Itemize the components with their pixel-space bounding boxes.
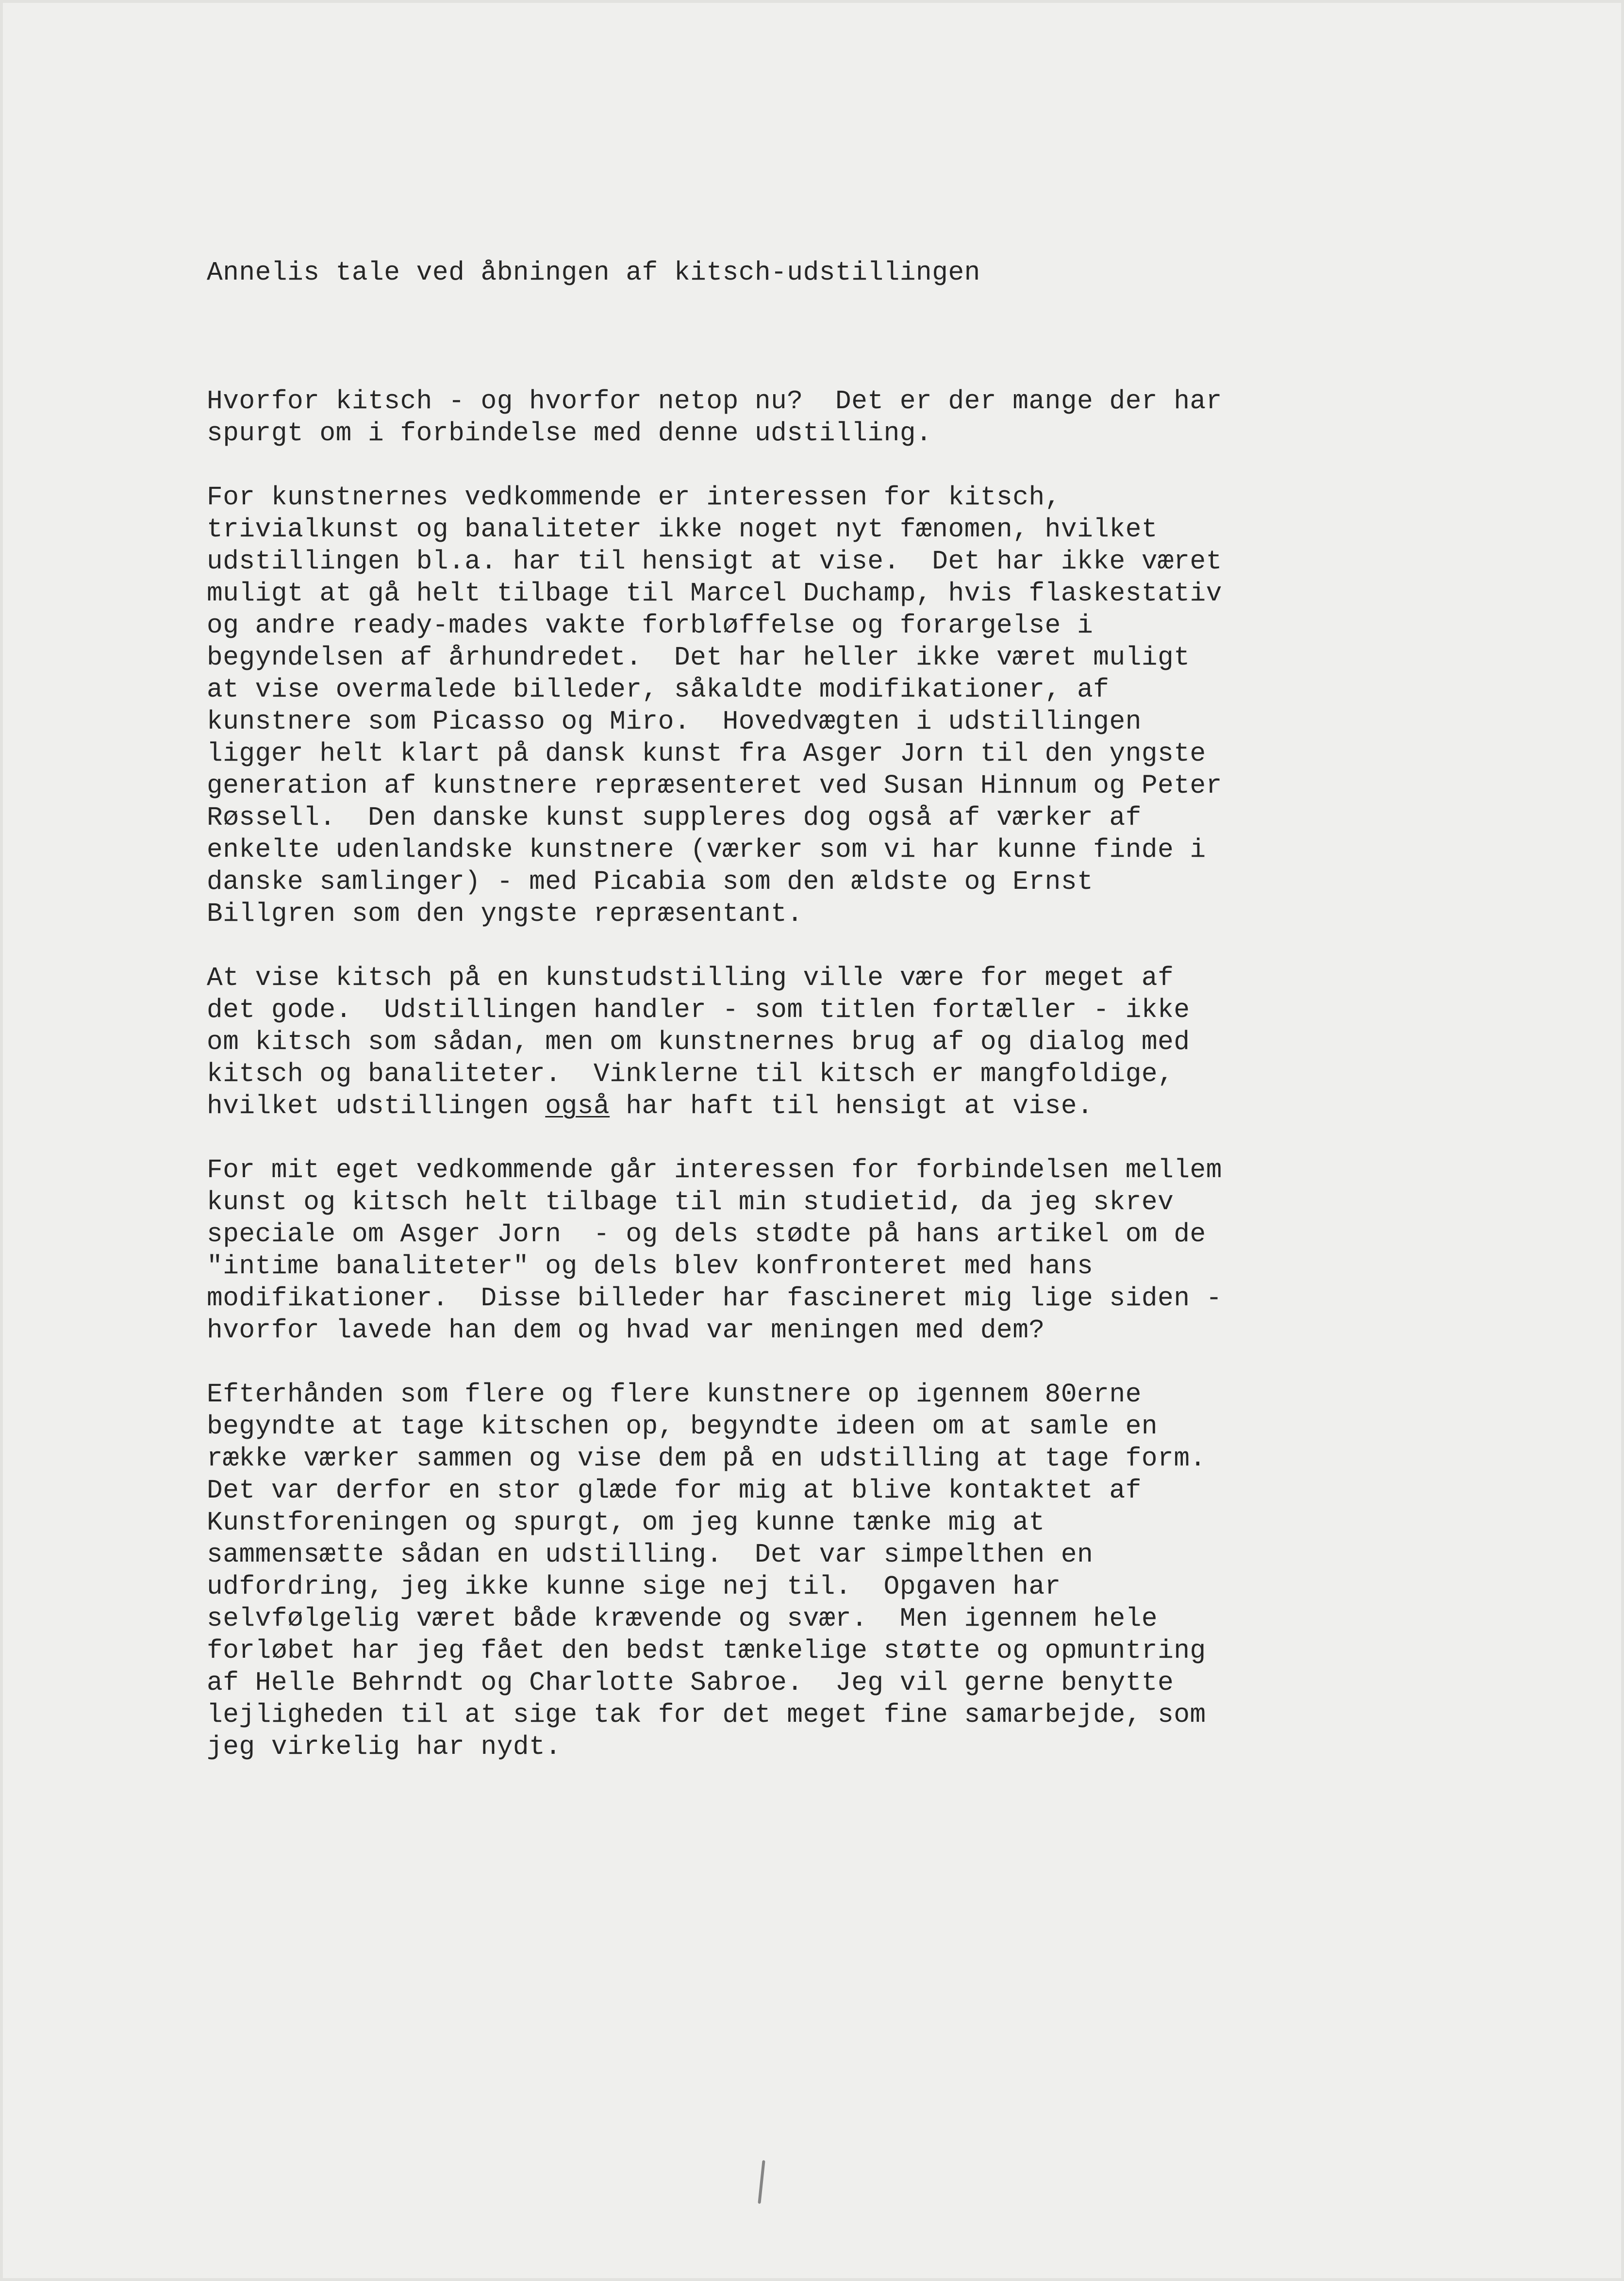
document-title: Annelis tale ved åbningen af kitsch-udstillingen xyxy=(207,258,980,288)
text-line: lejligheden til at sige tak for det meget fine samarbejde, som xyxy=(207,1700,1206,1730)
paragraph-4 xyxy=(207,1155,1449,1347)
text-line: speciale om Asger Jorn - og dels stødte på hans artikel om de xyxy=(207,1220,1206,1249)
text-line: trivialkunst og banaliteter ikke noget nyt fænomen, hvilket xyxy=(207,515,1158,545)
text-segment: hvilket udstillingen xyxy=(207,1092,546,1121)
text-line: sammensætte sådan en udstilling. Det var simpelthen en xyxy=(207,1540,1094,1570)
text-line: Kunstforeningen og spurgt, om jeg kunne tænke mig at xyxy=(207,1508,1045,1538)
text-line: kunst og kitsch helt tilbage til min studietid, da jeg skrev xyxy=(207,1188,1174,1217)
text-line: og andre ready-mades vakte forbløffelse og forargelse i xyxy=(207,611,1094,641)
text-line: om kitsch som sådan, men om kunstnernes brug af og dialog med xyxy=(207,1028,1190,1057)
text-line: Røssell. Den danske kunst suppleres dog også af værker af xyxy=(207,803,1142,833)
paragraph-5 xyxy=(207,1379,1449,1764)
text-line: af Helle Behrndt og Charlotte Sabroe. Jeg vil gerne benytte xyxy=(207,1668,1174,1698)
text-line: "intime banaliteter" og dels blev konfronteret med hans xyxy=(207,1252,1094,1282)
text-line: For mit eget vedkommende går interessen for forbindelsen mellem xyxy=(207,1156,1222,1185)
text-segment: har haft til hensigt at vise. xyxy=(610,1092,1094,1121)
text-line: Efterhånden som flere og flere kunstnere op igennem 80erne xyxy=(207,1380,1142,1410)
text-line: danske samlinger) - med Picabia som den ældste og Ernst xyxy=(207,867,1094,897)
text-line: ligger helt klart på dansk kunst fra Asger Jorn til den yngste xyxy=(207,739,1206,769)
text-line: generation af kunstnere repræsenteret ved Susan Hinnum og Peter xyxy=(207,771,1222,801)
pen-mark xyxy=(758,2160,765,2204)
text-line: række værker sammen og vise dem på en udstilling at tage form. xyxy=(207,1444,1206,1474)
paragraph-2 xyxy=(207,482,1449,931)
text-line: enkelte udenlandske kunstnere (værker som vi har kunne finde i xyxy=(207,835,1206,865)
text-line: kunstnere som Picasso og Miro. Hovedvægten i udstillingen xyxy=(207,707,1142,737)
text-line: at vise overmalede billeder, såkaldte modifikationer, af xyxy=(207,675,1110,705)
text-line: udfordring, jeg ikke kunne sige nej til. Opgaven har xyxy=(207,1572,1061,1602)
text-line: udstillingen bl.a. har til hensigt at vise. Det har ikke været xyxy=(207,547,1222,577)
text-line-with-underline xyxy=(207,1091,1449,1123)
document-body xyxy=(207,257,1449,1796)
text-line: hvorfor lavede han dem og hvad var meningen med dem? xyxy=(207,1316,1045,1346)
text-line: modifikationer. Disse billeder har fascineret mig lige siden - xyxy=(207,1284,1222,1314)
text-line: det gode. Udstillingen handler - som titlen fortæller - ikke xyxy=(207,996,1190,1025)
text-line: Billgren som den yngste repræsentant. xyxy=(207,899,803,929)
text-line: For kunstnernes vedkommende er interessen for kitsch, xyxy=(207,483,1061,513)
text-line: begyndelsen af århundredet. Det har heller ikke været muligt xyxy=(207,643,1190,673)
underlined-word: også xyxy=(545,1092,610,1121)
text-line: At vise kitsch på en kunstudstilling ville være for meget af xyxy=(207,964,1174,993)
text-line: Det var derfor en stor glæde for mig at blive kontaktet af xyxy=(207,1476,1142,1506)
text-line: kitsch og banaliteter. Vinklerne til kitsch er mangfoldige, xyxy=(207,1060,1174,1089)
paragraph-1 xyxy=(207,386,1449,450)
text-line: selvfølgelig været både krævende og svær. Men igennem hele xyxy=(207,1604,1158,1634)
text-line: muligt at gå helt tilbage til Marcel Duchamp, hvis flaskestativ xyxy=(207,579,1222,609)
text-line: spurgt om i forbindelse med denne udstilling. xyxy=(207,419,932,449)
text-line: Hvorfor kitsch - og hvorfor netop nu? Det er der mange der har xyxy=(207,387,1222,416)
text-line: jeg virkelig har nydt. xyxy=(207,1732,562,1762)
text-line: forløbet har jeg fået den bedst tænkelige støtte og opmuntring xyxy=(207,1636,1206,1666)
paragraph-3 xyxy=(207,963,1449,1123)
text-line: begyndte at tage kitschen op, begyndte ideen om at samle en xyxy=(207,1412,1158,1442)
